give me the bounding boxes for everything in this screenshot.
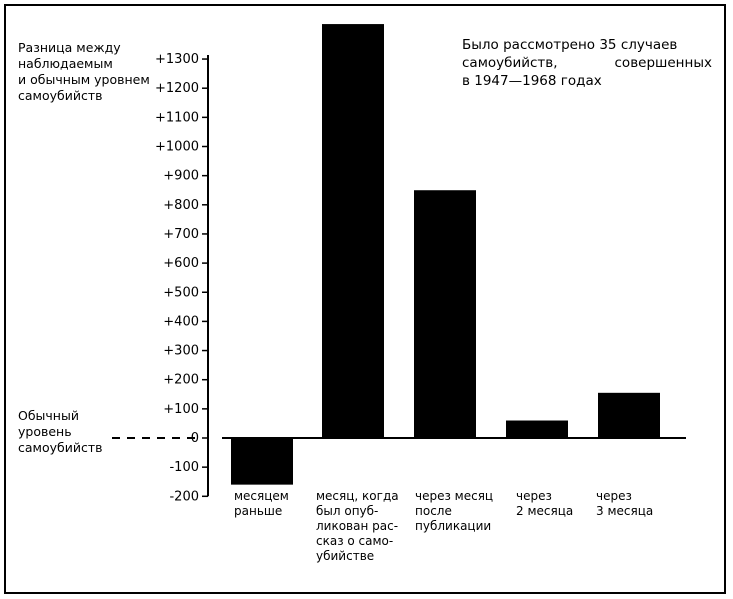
y-tick-label: +800	[163, 197, 199, 213]
y-tick-label: +1300	[155, 52, 199, 68]
bar	[598, 393, 660, 438]
y-tick-label: +700	[163, 226, 199, 242]
category-label: через 3 месяца	[596, 489, 654, 518]
bars	[231, 24, 660, 485]
annotation-line-2: самоубийств, совершенных	[462, 55, 712, 71]
y-tick-label: +600	[163, 256, 199, 272]
annotation-line-1: Было рассмотрено 35 случаев	[462, 37, 678, 53]
bar	[231, 438, 293, 485]
annotation-line-3: в 1947—1968 годах	[462, 73, 602, 89]
bar	[414, 190, 476, 438]
y-tick-label: +500	[163, 285, 199, 301]
y-tick-label: +1200	[155, 81, 199, 97]
chart-annotation	[462, 36, 712, 90]
y-tick-label: +400	[163, 314, 199, 330]
y-tick-label: -100	[169, 460, 199, 476]
y-axis-label: Разница между наблюдаемым и обычным уровнем самоубийств	[18, 40, 150, 103]
baseline-label: Обычный уровень самоубийств	[18, 408, 103, 455]
y-tick-label: 0	[190, 431, 199, 446]
bar	[322, 24, 384, 438]
y-tick-label: -200	[169, 489, 199, 505]
category-label: через 2 месяца	[516, 489, 574, 518]
y-tick-labels	[155, 52, 208, 504]
y-tick-label: +1000	[155, 139, 199, 155]
y-tick-label: +200	[163, 372, 199, 388]
bar	[506, 421, 568, 438]
category-label: месяц, когда был опуб- ликован рас- сказ о само- убийстве	[316, 489, 399, 563]
category-label: месяцем раньше	[234, 489, 289, 518]
category-label: через месяц после публикации	[415, 489, 494, 533]
y-tick-label: +1100	[155, 110, 199, 126]
y-tick-label: +100	[163, 401, 199, 417]
y-tick-label: +900	[163, 168, 199, 184]
y-tick-label: +300	[163, 343, 199, 359]
